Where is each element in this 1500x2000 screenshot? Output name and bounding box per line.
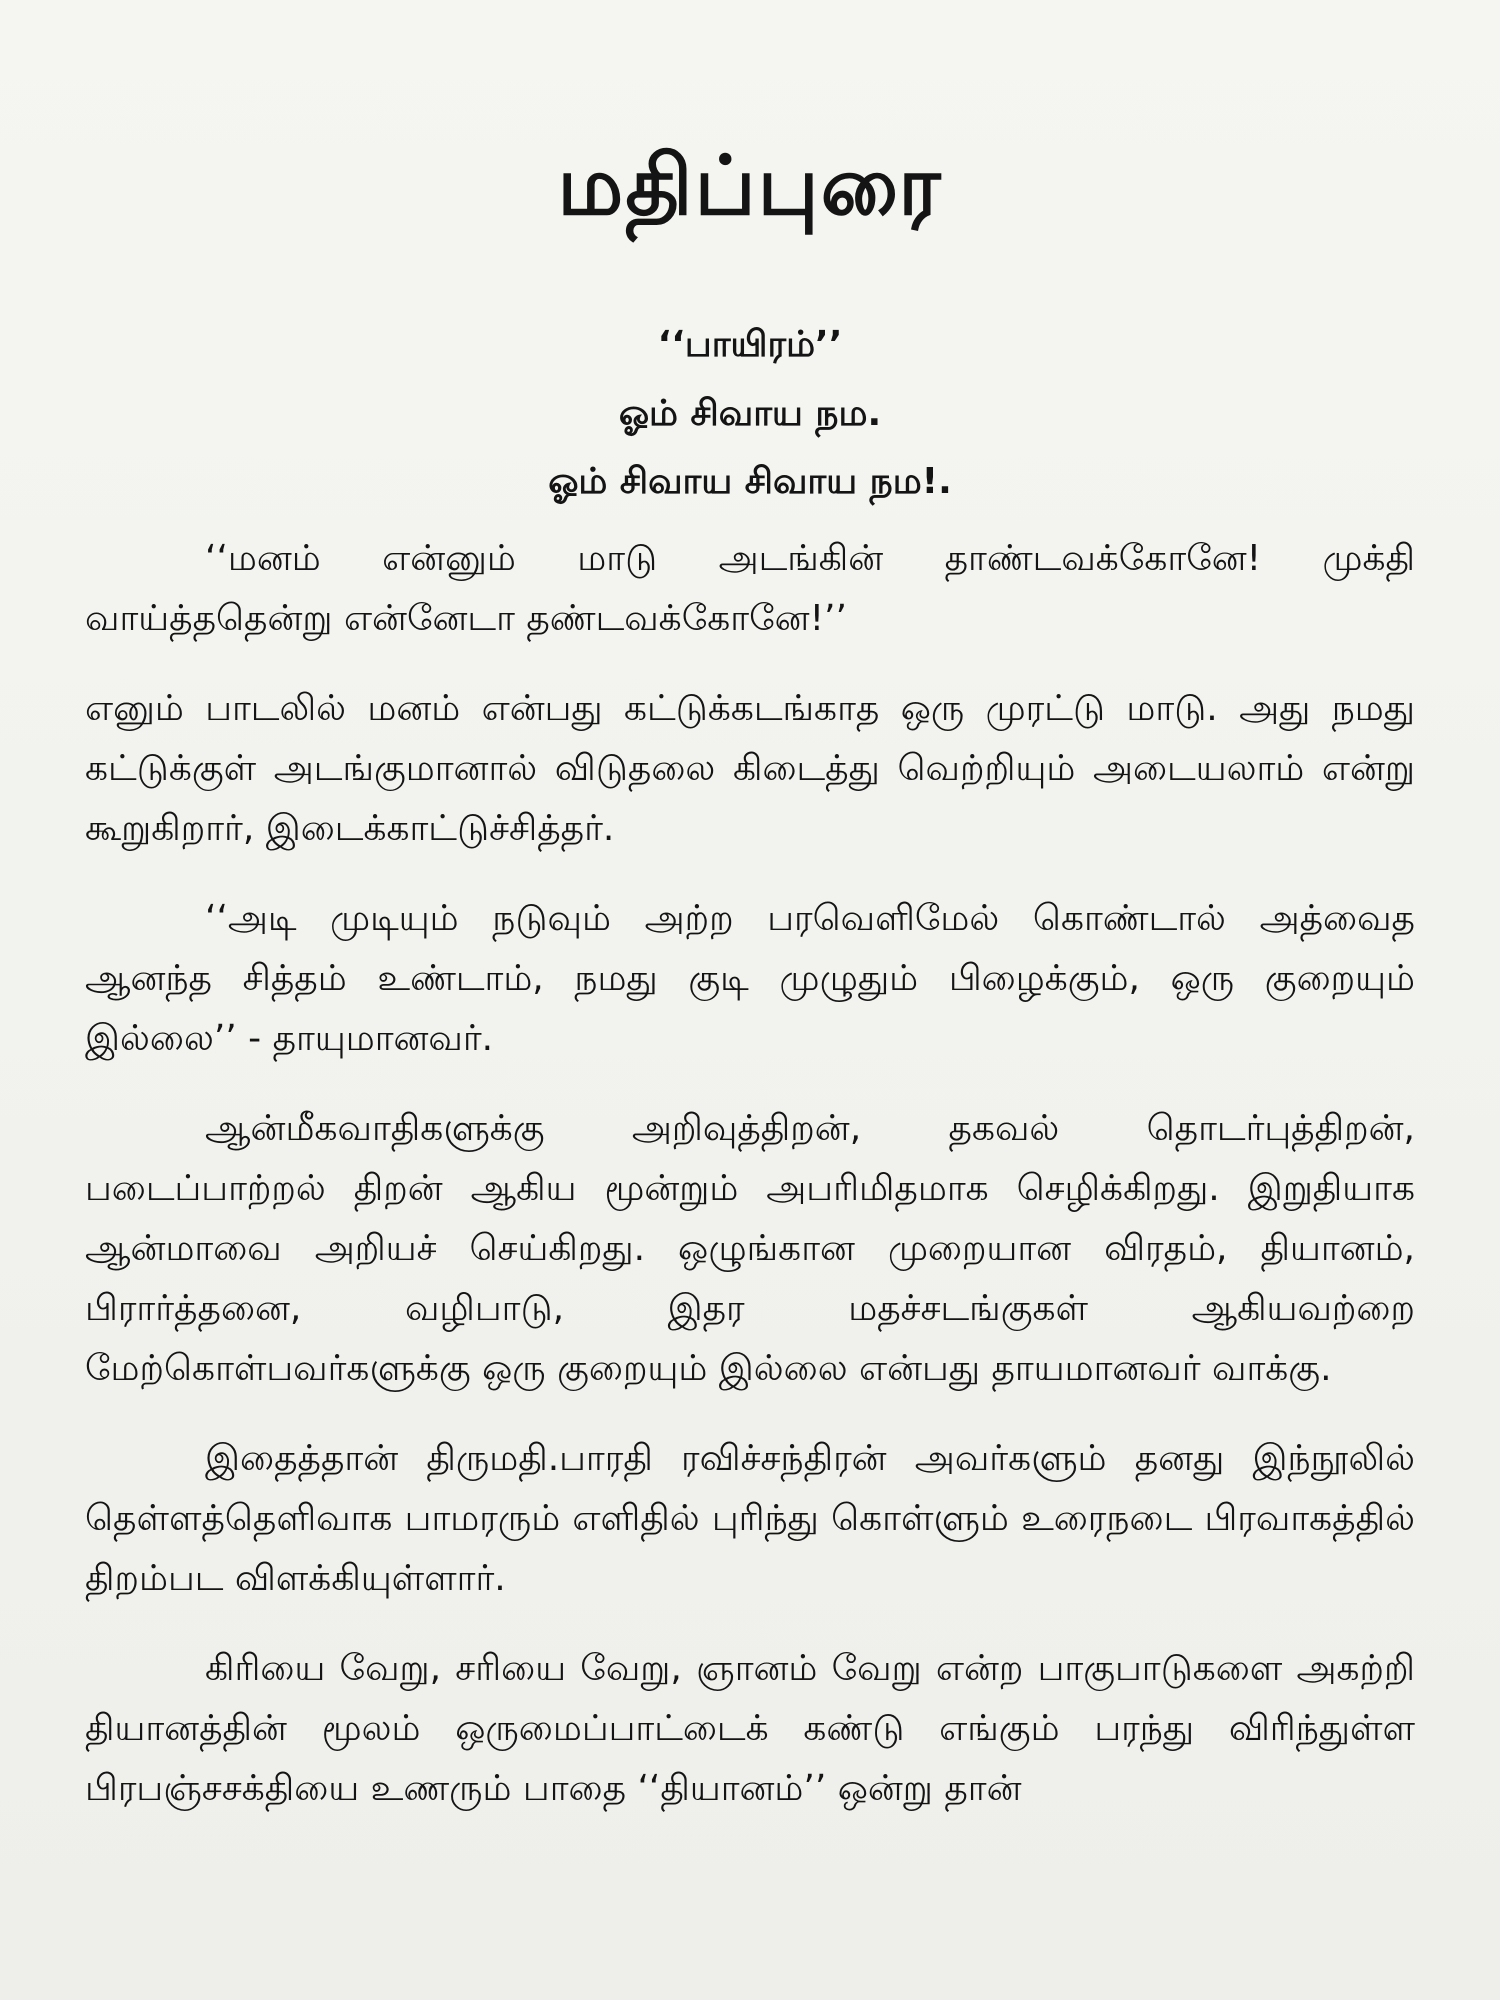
- page-title: மதிப்புரை: [557, 139, 943, 234]
- body-paragraph-1: எனும் பாடலில் மனம் என்பது கட்டுக்கடங்காத ஒரு முரட்டு மாடு. அது நமது கட்டுக்குள் அடங்குமானால் விடுதலை கிடைத்து வெற்றியும் அடையலாம் என்று கூறுகிறார், இடைக்காட்டுச்சித்தர்.: [85, 688, 1415, 850]
- quote-paragraph-2: ‘‘அடி முடியும் நடுவும் அற்ற பரவெளிமேல் கொண்டால் அத்வைத ஆனந்த சித்தம் உண்டாம், நமது குடி முழுதும் பிழைக்கும், ஒரு குறையும் இல்லை’’ - தாயுமானவர்.: [85, 898, 1415, 1060]
- body-paragraph-4: கிரியை வேறு, சரியை வேறு, ஞானம் வேறு என்ற பாகுபாடுகளை அகற்றி தியானத்தின் மூலம் ஒருமைப்பாட்டைக் கண்டு எங்கும் பரந்து விரிந்துள்ள பிரபஞ்சசக்தியை உணரும் பாதை ‘‘தியானம்’’ ஒன்று தான்: [85, 1648, 1415, 1810]
- body-paragraph-2: ஆன்மீகவாதிகளுக்கு அறிவுத்திறன், தகவல் தொடர்புத்திறன், படைப்பாற்றல் திறன் ஆகிய மூன்றும் அபரிமிதமாக செழிக்கிறது. இறுதியாக ஆன்மாவை அறியச் செய்கிறது. ஒழுங்கான முறையான விரதம், தியானம், பிரார்த்தனை, வழிபாடு, இதர மதச்சடங்குகள் ஆகியவற்றை மேற்கொள்பவர்களுக்கு ஒரு குறையும் இல்லை என்பது தாயமானவர் வாக்கு.: [85, 1108, 1415, 1390]
- body-paragraph-3: இதைத்தான் திருமதி.பாரதி ரவிச்சந்திரன் அவர்களும் தனது இந்நூலில் தெள்ளத்தெளிவாக பாமரரும் எளிதில் புரிந்து கொள்ளும் உரைநடை பிரவாகத்தில் திறம்பட விளக்கியுள்ளார்.: [85, 1438, 1415, 1600]
- quote-paragraph-1: ‘‘மனம் என்னும் மாடு அடங்கின் தாண்டவக்கோனே! முக்தி வாய்த்ததென்று என்னேடா தண்டவக்கோனே!’’: [85, 538, 1415, 640]
- heading-payiram: ‘‘பாயிரம்’’: [657, 324, 843, 366]
- invocation-line-2: ஓம் சிவாய சிவாய நம!.: [548, 460, 952, 502]
- invocation-line-1: ஓம் சிவாய நம.: [618, 392, 882, 434]
